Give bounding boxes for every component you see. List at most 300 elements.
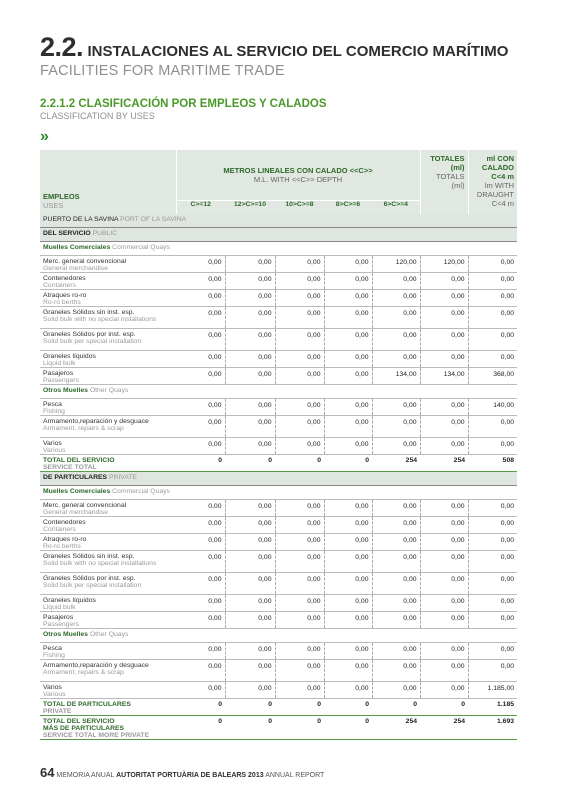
double-chevron-icon: »: [40, 128, 46, 145]
cell-value: 0,00: [372, 273, 420, 290]
cell-value: 0,00: [225, 534, 275, 551]
row-label-en: Passengers: [43, 377, 79, 384]
row-label-en: Fishing: [43, 652, 65, 659]
cell-value: 0,00: [420, 329, 468, 351]
section-title: INSTALACIONES AL SERVICIO DEL COMERCIO MARÍTIMO: [87, 43, 509, 60]
cell-value: 0,00: [372, 612, 420, 629]
cell-value: 0,00: [225, 573, 275, 595]
page-number: 64: [40, 765, 55, 780]
cell-value: 0,00: [468, 438, 517, 455]
cell-value: 0,00: [225, 273, 275, 290]
cell-value: 1.185,00: [468, 682, 517, 699]
row-label-en: Armament, repairs & scrap: [43, 425, 124, 432]
cell-value: 0,00: [372, 682, 420, 699]
total-label-cell: [40, 455, 176, 472]
row-label-cell: [40, 438, 176, 455]
group-label: Otros Muelles: [43, 631, 88, 638]
row-label-cell: [40, 307, 176, 329]
cell-value: 0,00: [324, 612, 372, 629]
cell-value: 0,00: [372, 500, 420, 517]
row-label-en: Containers: [43, 282, 76, 289]
table-row: [40, 660, 517, 682]
cell-value: 0,00: [275, 256, 324, 273]
total-value: 0: [324, 716, 372, 740]
table-row: [40, 573, 517, 595]
total-value: 0: [324, 455, 372, 472]
cell-value: 0,00: [225, 551, 275, 573]
total-row: [40, 699, 517, 716]
depth-header: C>=12: [176, 201, 225, 215]
col-lm-draught: lm WITH DRAUGHT C<4 m: [476, 181, 515, 208]
cell-value: 0,00: [372, 329, 420, 351]
row-label: Graneles Sólidos por inst. esp.: [43, 331, 136, 338]
cell-value: 134,00: [420, 368, 468, 385]
cell-value: 0,00: [372, 643, 420, 660]
cell-value: 0,00: [372, 399, 420, 416]
cell-value: 0,00: [372, 660, 420, 682]
cell-value: 0,00: [176, 682, 225, 699]
total-value: 0: [275, 716, 324, 740]
cell-value: 0,00: [468, 595, 517, 612]
row-label: Pasajeros: [43, 370, 74, 377]
cell-value: 0,00: [420, 517, 468, 534]
cell-value: 0,00: [225, 438, 275, 455]
cell-value: 0,00: [324, 643, 372, 660]
cell-value: 0,00: [420, 500, 468, 517]
col-empleos: EMPLEOS: [43, 192, 80, 201]
cell-value: 0,00: [225, 329, 275, 351]
col-metros-en: M.L. WITH <<C>> DEPTH: [253, 175, 343, 184]
row-label-en: Liquid bulk: [43, 360, 76, 367]
row-label-cell: [40, 399, 176, 416]
row-label: Contenedores: [43, 275, 86, 282]
cell-value: 0,00: [225, 660, 275, 682]
cell-value: 0,00: [176, 399, 225, 416]
cell-value: 0,00: [468, 660, 517, 682]
cell-value: 0,00: [468, 290, 517, 307]
row-label: Pesca: [43, 401, 62, 408]
cell-value: 0,00: [275, 351, 324, 368]
cell-value: 0,00: [324, 399, 372, 416]
cell-value: 0,00: [324, 534, 372, 551]
row-label: Armamento,reparación y desguace: [43, 418, 149, 425]
cell-value: 134,00: [372, 368, 420, 385]
row-label: Atraques ro-ro: [43, 292, 87, 299]
cell-value: 0,00: [176, 329, 225, 351]
total-label-cell: [40, 716, 176, 740]
cell-value: 0,00: [225, 290, 275, 307]
row-label: Graneles líquidos: [43, 597, 96, 604]
total-label-2: MÁS DE PARTICULARES: [43, 725, 125, 732]
cell-value: 0,00: [324, 273, 372, 290]
total-label: TOTAL DE PARTICULARES: [43, 701, 131, 708]
total-label-en: PRIVATE: [43, 708, 72, 715]
cell-value: 0,00: [275, 329, 324, 351]
cell-value: 0,00: [324, 573, 372, 595]
table-row: [40, 595, 517, 612]
total-label: TOTAL DEL SERVICIO: [43, 718, 115, 725]
row-label-en: Fishing: [43, 408, 65, 415]
total-value: 254: [372, 455, 420, 472]
row-label: Varios: [43, 440, 62, 447]
table-row: [40, 551, 517, 573]
section-title-en: FACILITIES FOR MARITIME TRADE: [40, 63, 285, 79]
row-label-cell: [40, 517, 176, 534]
cell-value: 0,00: [420, 307, 468, 329]
row-label-en: Liquid bulk: [43, 604, 76, 611]
table-row: [40, 307, 517, 329]
cell-value: 368,00: [468, 368, 517, 385]
cell-value: 0,00: [176, 416, 225, 438]
cell-value: 0,00: [420, 290, 468, 307]
row-label: Contenedores: [43, 519, 86, 526]
section-label-en: PRIVATE: [108, 474, 138, 481]
cell-value: 0,00: [324, 290, 372, 307]
row-label: Graneles Sólidos por inst. esp.: [43, 575, 136, 582]
cell-value: 0,00: [275, 682, 324, 699]
cell-value: 0,00: [176, 368, 225, 385]
group-label-en: Other Quays: [89, 631, 129, 638]
row-label: Merc. general convencional: [43, 258, 127, 265]
cell-value: 140,00: [468, 399, 517, 416]
table-row: [40, 399, 517, 416]
footer-text-en: ANNUAL REPORT: [265, 772, 325, 779]
cell-value: 0,00: [468, 500, 517, 517]
cell-value: 0,00: [225, 368, 275, 385]
row-label-cell: [40, 595, 176, 612]
footer-org: AUTORITAT PORTUÀRIA DE BALEARS 2013: [116, 772, 264, 779]
cell-value: 0,00: [468, 551, 517, 573]
total-value: 0: [225, 716, 275, 740]
cell-value: 0,00: [468, 517, 517, 534]
row-label-cell: [40, 500, 176, 517]
page-header: [40, 32, 545, 79]
cell-value: 0,00: [176, 534, 225, 551]
row-label-cell: [40, 612, 176, 629]
cell-value: 0,00: [176, 500, 225, 517]
row-label-cell: [40, 368, 176, 385]
subsection-header: [40, 98, 327, 121]
cell-value: 0,00: [324, 551, 372, 573]
group-label-en: Other Quays: [89, 387, 129, 394]
cell-value: 0,00: [275, 660, 324, 682]
table-row: [40, 290, 517, 307]
cell-value: 0,00: [420, 612, 468, 629]
total-label-cell: [40, 699, 176, 716]
section-number: 2.2.: [40, 32, 84, 62]
total-value: 0: [372, 699, 420, 716]
cell-value: 0,00: [372, 595, 420, 612]
cell-value: 0,00: [176, 517, 225, 534]
depth-header: 12>C>=10: [225, 201, 275, 215]
row-label-en: Containers: [43, 526, 76, 533]
cell-value: 0,00: [324, 329, 372, 351]
cell-value: 0,00: [468, 273, 517, 290]
cell-value: 0,00: [420, 273, 468, 290]
cell-value: 0,00: [420, 399, 468, 416]
depth-header: 6>C>=4: [372, 201, 420, 215]
cell-value: 0,00: [225, 612, 275, 629]
cell-value: 0,00: [275, 573, 324, 595]
cell-value: 0,00: [176, 573, 225, 595]
cell-value: 0,00: [372, 351, 420, 368]
section-label-en: PUBLIC: [92, 230, 118, 237]
total-value: 254: [372, 716, 420, 740]
col-totals: TOTALS (ml): [436, 172, 465, 190]
row-label-cell: [40, 573, 176, 595]
table-row: [40, 329, 517, 351]
cell-value: 0,00: [275, 307, 324, 329]
cell-value: 0,00: [225, 307, 275, 329]
table-row: [40, 682, 517, 699]
cell-value: 0,00: [468, 351, 517, 368]
group-label: Otros Muelles: [43, 387, 88, 394]
cell-value: 0,00: [468, 329, 517, 351]
cell-value: 0,00: [468, 573, 517, 595]
group-label-en: Commercial Quays: [112, 244, 170, 251]
cell-value: 0,00: [275, 551, 324, 573]
cell-value: 0,00: [176, 438, 225, 455]
cell-value: 0,00: [275, 416, 324, 438]
cell-value: 0,00: [372, 573, 420, 595]
total-value: 0: [176, 455, 225, 472]
cell-value: 0,00: [176, 660, 225, 682]
port-name-en: PORT OF LA SAVINA: [120, 216, 187, 223]
cell-value: 0,00: [420, 534, 468, 551]
group-label: Muelles Comerciales: [43, 244, 111, 251]
row-label-cell: [40, 256, 176, 273]
total-value: 0: [225, 455, 275, 472]
cell-value: 0,00: [275, 399, 324, 416]
total-value: 0: [324, 699, 372, 716]
row-label: Merc. general convencional: [43, 502, 127, 509]
row-label-cell: [40, 351, 176, 368]
cell-value: 0,00: [372, 307, 420, 329]
row-label: Armamento,reparación y desguace: [43, 662, 149, 669]
cell-value: 0,00: [468, 416, 517, 438]
table-row: [40, 273, 517, 290]
total-label-en: SERVICE TOTAL MORE PRIVATE: [43, 732, 150, 739]
cell-value: 0,00: [275, 612, 324, 629]
group-row: [40, 242, 517, 256]
cell-value: 0,00: [468, 612, 517, 629]
section-label: DE PARTICULARES: [43, 474, 108, 481]
cell-value: 0,00: [324, 368, 372, 385]
subsection-title-en: CLASSIFICATION BY USES: [40, 111, 155, 121]
col-ml-calado: ml CON CALADO C<4 m: [481, 154, 515, 181]
total-value: 508: [468, 455, 517, 472]
total-label: TOTAL DEL SERVICIO: [43, 457, 115, 464]
cell-value: 120,00: [372, 256, 420, 273]
row-label-cell: [40, 660, 176, 682]
section-row-private: [40, 472, 517, 486]
total-value: 254: [420, 716, 468, 740]
cell-value: 0,00: [225, 351, 275, 368]
row-label: Atraques ro-ro: [43, 536, 87, 543]
row-label-en: Ro-ro berths: [43, 299, 81, 306]
cell-value: 0,00: [275, 368, 324, 385]
cell-value: 0,00: [176, 551, 225, 573]
cell-value: 0,00: [275, 290, 324, 307]
table-row: [40, 416, 517, 438]
col-totales: TOTALES (ml): [430, 154, 465, 172]
row-label-cell: [40, 643, 176, 660]
depth-header: 10>C>=8: [275, 201, 324, 215]
table-row: [40, 643, 517, 660]
cell-value: 0,00: [468, 534, 517, 551]
row-label-cell: [40, 416, 176, 438]
subsection-title: 2.2.1.2 CLASIFICACIÓN POR EMPLEOS Y CALADOS: [40, 98, 327, 110]
cell-value: 0,00: [372, 438, 420, 455]
cell-value: 0,00: [275, 273, 324, 290]
cell-value: 0,00: [176, 595, 225, 612]
col-metros: METROS LINEALES CON CALADO <<C>>: [223, 166, 373, 175]
total-row: [40, 716, 517, 740]
table-row: [40, 438, 517, 455]
cell-value: 0,00: [324, 438, 372, 455]
cell-value: 0,00: [324, 256, 372, 273]
row-label-en: Solid bulk with no special installations: [43, 316, 157, 323]
table-row: [40, 500, 517, 517]
cell-value: 0,00: [275, 595, 324, 612]
page-footer: [40, 765, 324, 780]
cell-value: 0,00: [275, 534, 324, 551]
row-label: Graneles Sólidos sin inst. esp.: [43, 309, 135, 316]
cell-value: 0,00: [420, 682, 468, 699]
table-header-row: [40, 150, 517, 201]
row-label: Pasajeros: [43, 614, 74, 621]
total-label-en: SERVICE TOTAL: [43, 464, 97, 471]
table-row: [40, 256, 517, 273]
cell-value: 0,00: [324, 682, 372, 699]
cell-value: 0,00: [324, 517, 372, 534]
row-label-en: Various: [43, 447, 66, 454]
cell-value: 0,00: [324, 595, 372, 612]
row-label-cell: [40, 329, 176, 351]
table-row: [40, 517, 517, 534]
cell-value: 0,00: [225, 643, 275, 660]
row-label-cell: [40, 273, 176, 290]
total-value: 1.185: [468, 699, 517, 716]
row-label-cell: [40, 534, 176, 551]
total-value: 0: [420, 699, 468, 716]
cell-value: 0,00: [324, 351, 372, 368]
total-value: 0: [225, 699, 275, 716]
row-label-en: General merchandise: [43, 265, 108, 272]
cell-value: 0,00: [176, 290, 225, 307]
cell-value: 0,00: [420, 595, 468, 612]
row-label: Varios: [43, 684, 62, 691]
cell-value: 0,00: [420, 351, 468, 368]
total-value: 1.693: [468, 716, 517, 740]
group-row: [40, 486, 517, 500]
cell-value: 0,00: [372, 416, 420, 438]
cell-value: 0,00: [275, 517, 324, 534]
port-name: PUERTO DE LA SAVINA: [43, 216, 119, 223]
cell-value: 0,00: [225, 595, 275, 612]
cell-value: 0,00: [420, 416, 468, 438]
cell-value: 0,00: [176, 612, 225, 629]
cell-value: 0,00: [275, 500, 324, 517]
section-row-public: [40, 228, 517, 242]
row-label-cell: [40, 290, 176, 307]
footer-text: MEMORIA ANUAL: [56, 772, 115, 779]
cell-value: 0,00: [420, 643, 468, 660]
col-uses: USES: [43, 201, 64, 210]
total-value: 0: [275, 455, 324, 472]
cell-value: 0,00: [324, 416, 372, 438]
cell-value: 0,00: [225, 416, 275, 438]
table-row: [40, 351, 517, 368]
row-label-en: Passengers: [43, 621, 79, 628]
row-label-en: Ro-ro berths: [43, 543, 81, 550]
cell-value: 0,00: [176, 256, 225, 273]
row-label-cell: [40, 682, 176, 699]
cell-value: 0,00: [420, 660, 468, 682]
cell-value: 120,00: [420, 256, 468, 273]
row-label-en: Solid bulk with no special installations: [43, 560, 157, 567]
cell-value: 0,00: [176, 273, 225, 290]
cell-value: 0,00: [420, 551, 468, 573]
cell-value: 0,00: [225, 399, 275, 416]
group-label: Muelles Comerciales: [43, 488, 111, 495]
cell-value: 0,00: [420, 438, 468, 455]
row-label-cell: [40, 551, 176, 573]
cell-value: 0,00: [468, 256, 517, 273]
section-label: DEL SERVICIO: [43, 230, 91, 237]
row-label-en: Solid bulk per special installation: [43, 338, 142, 345]
total-value: 0: [176, 699, 225, 716]
row-label-en: General merchandise: [43, 509, 108, 516]
cell-value: 0,00: [324, 500, 372, 517]
total-row: [40, 455, 517, 472]
row-label-en: Armament, repairs & scrap: [43, 669, 124, 676]
cell-value: 0,00: [420, 573, 468, 595]
table-row: [40, 534, 517, 551]
row-label-en: Solid bulk per special installation: [43, 582, 142, 589]
cell-value: 0,00: [176, 307, 225, 329]
total-value: 254: [420, 455, 468, 472]
row-label: Pesca: [43, 645, 62, 652]
table-row: [40, 368, 517, 385]
depth-header: 8>C>=6: [324, 201, 372, 215]
cell-value: 0,00: [372, 534, 420, 551]
uses-table: [40, 150, 517, 740]
cell-value: 0,00: [225, 517, 275, 534]
cell-value: 0,00: [176, 643, 225, 660]
port-row: [40, 214, 517, 228]
row-label-en: Various: [43, 691, 66, 698]
cell-value: 0,00: [372, 551, 420, 573]
total-value: 0: [275, 699, 324, 716]
table-row: [40, 612, 517, 629]
cell-value: 0,00: [225, 682, 275, 699]
cell-value: 0,00: [275, 643, 324, 660]
group-row: [40, 629, 517, 643]
total-value: 0: [176, 716, 225, 740]
cell-value: 0,00: [225, 500, 275, 517]
cell-value: 0,00: [225, 256, 275, 273]
group-label-en: Commercial Quays: [112, 488, 170, 495]
row-label: Graneles líquidos: [43, 353, 96, 360]
group-row: [40, 385, 517, 399]
cell-value: 0,00: [324, 307, 372, 329]
cell-value: 0,00: [372, 290, 420, 307]
cell-value: 0,00: [468, 307, 517, 329]
row-label: Graneles Sólidos sin inst. esp.: [43, 553, 135, 560]
cell-value: 0,00: [275, 438, 324, 455]
cell-value: 0,00: [468, 643, 517, 660]
